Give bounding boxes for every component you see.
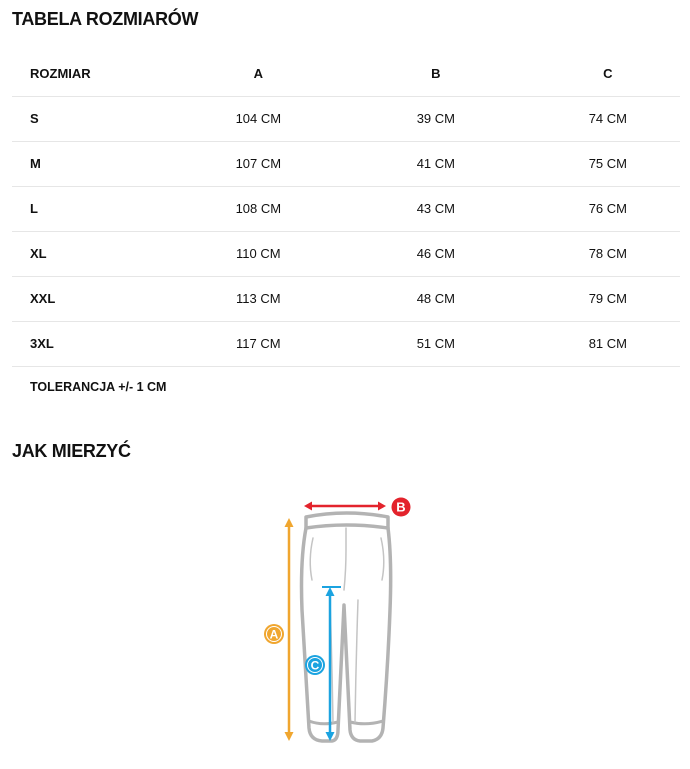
cell-c: 78 CM bbox=[588, 246, 627, 261]
header-c: C bbox=[603, 66, 613, 82]
marker-b-label: B bbox=[396, 499, 406, 515]
marker-c-icon bbox=[305, 655, 325, 675]
cell-a: 107 CM bbox=[235, 156, 282, 171]
how-to-measure-title: JAK MIERZYĆ bbox=[12, 441, 131, 461]
cell-a: 110 CM bbox=[236, 246, 281, 261]
header-size: ROZMIAR bbox=[30, 66, 91, 82]
measure-b-arrow bbox=[304, 502, 386, 511]
cell-b: 48 CM bbox=[416, 291, 455, 306]
table-row bbox=[12, 321, 680, 366]
center-seam bbox=[344, 528, 346, 590]
cell-b: 39 CM bbox=[416, 111, 455, 126]
header-a: A bbox=[253, 66, 264, 82]
table-row bbox=[12, 231, 680, 276]
cell-a: 117 CM bbox=[236, 336, 281, 351]
cell-c: 75 CM bbox=[588, 156, 627, 171]
cell-size: 3XL bbox=[30, 336, 54, 351]
tolerance-note: TOLERANCJA +/- 1 CM bbox=[30, 380, 167, 394]
cell-size: XL bbox=[30, 246, 47, 261]
header-b: B bbox=[431, 66, 441, 82]
inseam-right bbox=[355, 600, 358, 722]
cell-size: XXL bbox=[30, 291, 56, 306]
cell-c: 79 CM bbox=[588, 291, 627, 306]
waistband bbox=[306, 513, 388, 528]
cell-b: 43 CM bbox=[416, 201, 455, 216]
cell-size: M bbox=[30, 156, 41, 171]
table-row bbox=[12, 96, 680, 141]
cell-c: 76 CM bbox=[588, 201, 627, 216]
right-pocket bbox=[381, 538, 384, 580]
table-header-row bbox=[12, 52, 680, 96]
size-table bbox=[12, 52, 680, 367]
marker-b-icon bbox=[392, 498, 411, 517]
cell-c: 81 CM bbox=[588, 336, 627, 351]
table-row bbox=[12, 141, 680, 186]
marker-c-label: C bbox=[310, 658, 320, 673]
cell-size: L bbox=[30, 201, 38, 216]
cell-a: 104 CM bbox=[235, 111, 282, 126]
measure-a-arrow bbox=[285, 518, 294, 741]
cell-a: 113 CM bbox=[236, 291, 281, 306]
cell-b: 51 CM bbox=[416, 336, 455, 351]
cell-b: 46 CM bbox=[416, 246, 455, 261]
table-row bbox=[12, 186, 680, 231]
left-pocket bbox=[310, 538, 313, 580]
pants-measurement-diagram bbox=[250, 490, 430, 755]
cell-b: 41 CM bbox=[416, 156, 455, 171]
cell-a: 108 CM bbox=[235, 201, 282, 216]
cell-size: S bbox=[30, 111, 39, 126]
size-table-title: TABELA ROZMIARÓW bbox=[12, 9, 199, 29]
marker-a-label: A bbox=[269, 627, 279, 642]
marker-a-icon bbox=[264, 624, 284, 644]
table-row bbox=[12, 276, 680, 321]
cell-c: 74 CM bbox=[588, 111, 627, 126]
